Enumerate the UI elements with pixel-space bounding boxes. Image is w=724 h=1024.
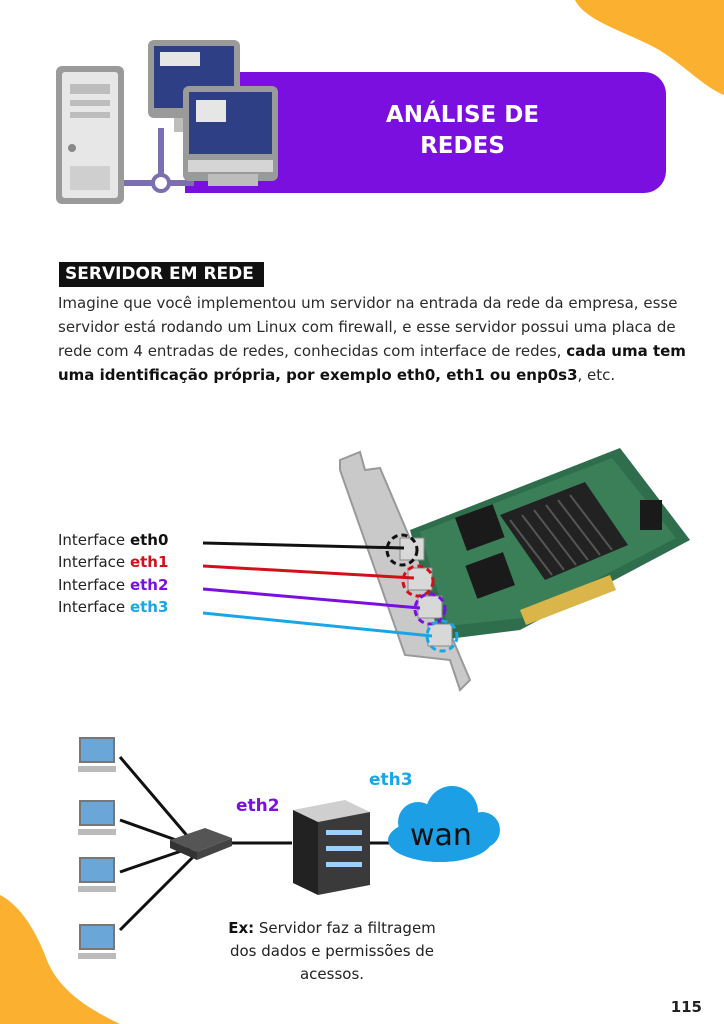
desktop-pc-icon bbox=[78, 925, 116, 959]
eth2-label: eth2 bbox=[236, 796, 280, 816]
interface-name: eth0 bbox=[129, 531, 169, 549]
page-number: 115 bbox=[670, 998, 702, 1016]
interface-name: eth1 bbox=[129, 553, 169, 571]
intro-text: Imagine que você implementou um servidor na entrada da rede da empresa, esse servidor está rodando um Linux com firewall, e esse servidor possui uma placa de rede com 4 entradas de redes, conhecidas com interface de redes, bbox=[58, 294, 678, 360]
network-diagram bbox=[0, 725, 724, 925]
intro-end-text: , etc. bbox=[577, 366, 616, 384]
page-title: ANÁLISE DE REDES bbox=[385, 102, 540, 159]
wan-label: wan bbox=[410, 818, 472, 853]
server-icon bbox=[293, 800, 370, 895]
desktop-pc-icon bbox=[78, 801, 116, 835]
interface-label-eth2: Interface eth2 bbox=[58, 576, 169, 594]
network-card-illustration bbox=[0, 440, 724, 700]
intro-bold-text: cada uma tem uma identificação própria, por exemplo eth0, eth1 ou enp0s3 bbox=[58, 342, 686, 384]
section-title: SERVIDOR EM REDE bbox=[59, 262, 264, 287]
caption-bold: Ex: bbox=[228, 919, 255, 937]
interface-name: eth3 bbox=[129, 598, 169, 616]
diagram-caption bbox=[222, 917, 442, 986]
interface-name: eth2 bbox=[129, 576, 169, 594]
network-computers-illustration bbox=[48, 36, 288, 211]
network-switch-icon bbox=[170, 828, 232, 860]
desktop-pc-icon bbox=[78, 858, 116, 892]
caption-text: Servidor faz a filtragem dos dados e permissões de acessos. bbox=[229, 919, 436, 983]
desktop-pc-icon bbox=[78, 738, 116, 772]
interface-label-eth3: Interface eth3 bbox=[58, 598, 169, 616]
eth3-label: eth3 bbox=[369, 770, 413, 790]
intro-paragraph bbox=[58, 291, 698, 387]
interface-label-eth0: Interface eth0 bbox=[58, 531, 169, 549]
interface-label-eth1: Interface eth1 bbox=[58, 553, 169, 571]
